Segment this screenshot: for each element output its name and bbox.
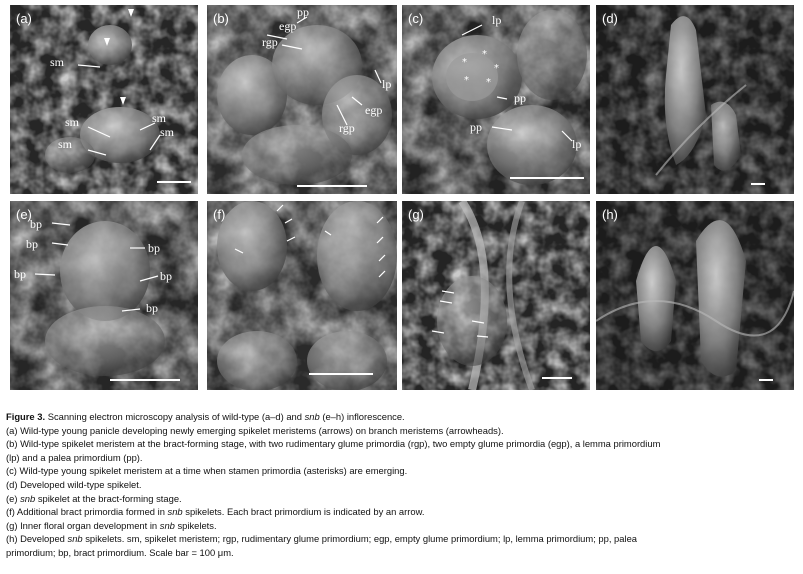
scale-bar xyxy=(542,377,572,379)
caption-f xyxy=(6,505,798,519)
annotation-bp: bp xyxy=(160,269,172,283)
sem-image-b xyxy=(207,5,397,194)
scale-bar xyxy=(297,185,367,187)
annotation-lp: lp xyxy=(492,13,502,27)
annotation-egp: egp xyxy=(365,103,383,117)
panel-d-label: (d) xyxy=(602,11,618,26)
sem-image-d xyxy=(596,5,794,194)
panel-h xyxy=(596,201,794,390)
caption-h-em: snb xyxy=(67,533,83,545)
panel-b xyxy=(207,5,397,194)
sem-image-h xyxy=(596,201,794,390)
annotation-lp: lp xyxy=(572,137,582,151)
svg-text:*: * xyxy=(482,49,487,60)
panel-b-label: (b) xyxy=(213,11,229,26)
scale-bar xyxy=(309,373,373,375)
caption-e-text: spikelet at the bract-forming stage. xyxy=(37,492,182,504)
annotation-bp: bp xyxy=(30,217,42,231)
sem-image-f xyxy=(207,201,397,390)
panel-f-label: (f) xyxy=(213,207,226,222)
figure-caption xyxy=(6,410,798,560)
caption-h-text: spikelets. sm, spikelet meristem; rgp, rudimentary glume primordium; egp, empty glume primordium; lp, lemma primordium; pp, palea xyxy=(85,533,637,545)
annotation-bp: bp xyxy=(148,241,160,255)
caption-f-text: spikelets. Each bract primordium is indicated by an arrow. xyxy=(185,506,425,518)
svg-text:*: * xyxy=(464,75,469,86)
svg-text:*: * xyxy=(494,63,499,74)
annotation-egp: egp xyxy=(279,19,297,33)
panel-h-label: (h) xyxy=(602,207,618,222)
caption-a: (a) Wild-type young panicle developing newly emerging spikelet meristems (arrows) on branch meristems (arrowheads). xyxy=(6,424,504,436)
annotation-bp: bp xyxy=(14,267,26,281)
annotation-lp: lp xyxy=(382,77,392,91)
scale-bar xyxy=(510,177,584,179)
annotation-sm: sm xyxy=(50,55,65,69)
caption-title-text: (e–h) inflorescence. xyxy=(322,411,405,422)
sem-image-c xyxy=(402,5,590,194)
panel-a xyxy=(10,5,198,194)
annotation-bp: bp xyxy=(146,301,158,315)
annotation-rgp: rgp xyxy=(262,35,278,49)
annotation-sm: sm xyxy=(65,115,80,129)
annotation-bp: bp xyxy=(26,237,38,251)
scale-bar xyxy=(110,379,180,381)
annotation-pp: pp xyxy=(470,120,482,134)
caption-h-text: (h) Developed xyxy=(6,533,65,545)
caption-f-text: (f) Additional bract primordia formed in xyxy=(6,506,165,518)
annotation-sm: sm xyxy=(152,111,167,125)
caption-g xyxy=(6,519,798,533)
sem-image-a xyxy=(10,5,198,194)
svg-text:*: * xyxy=(486,77,491,88)
caption-title-em: snb xyxy=(304,411,320,422)
panel-e xyxy=(10,201,198,390)
sem-image-g xyxy=(402,201,590,390)
scale-bar xyxy=(759,379,773,381)
svg-text:*: * xyxy=(462,57,467,68)
caption-b2: (lp) and a palea primordium (pp). xyxy=(6,451,143,463)
annotation-rgp: rgp xyxy=(339,121,355,135)
caption-h xyxy=(6,532,798,546)
caption-e xyxy=(6,492,798,506)
panel-a-label: (a) xyxy=(16,11,32,26)
scale-bar xyxy=(157,181,191,183)
caption-title xyxy=(6,410,798,424)
annotation-sm: sm xyxy=(160,125,175,139)
caption-f-em: snb xyxy=(167,506,183,518)
caption-d: (d) Developed wild-type spikelet. xyxy=(6,478,142,490)
annotation-pp: pp xyxy=(514,91,526,105)
caption-e-em: snb xyxy=(20,492,36,504)
panel-d xyxy=(596,5,794,194)
caption-figure-label: Figure 3. xyxy=(6,411,46,422)
caption-g-em: snb xyxy=(159,519,175,531)
caption-h-end: primordium; bp, bract primordium. Scale bar = 100 μm. xyxy=(6,546,234,558)
scale-bar xyxy=(751,183,765,185)
caption-b1: (b) Wild-type spikelet meristem at the bract-forming stage, with two rudimentary glume primordia (rgp), two empty glume primordia (egp), a lemma primordium xyxy=(6,438,661,450)
panel-c-label: (c) xyxy=(408,11,424,26)
panel-c xyxy=(402,5,590,194)
panel-e-label: (e) xyxy=(16,207,32,222)
annotation-pp: pp xyxy=(297,5,309,19)
panel-g-label: (g) xyxy=(408,207,424,222)
panel-f xyxy=(207,201,397,390)
caption-e-prefix: (e) xyxy=(6,492,18,504)
caption-c: (c) Wild-type young spikelet meristem at a time when stamen primordia (asterisks) are emerging. xyxy=(6,465,408,477)
caption-g-text: (g) Inner floral organ development in xyxy=(6,519,158,531)
caption-title-text: Scanning electron microscopy analysis of wild-type (a–d) and xyxy=(47,411,302,422)
annotation-sm: sm xyxy=(58,137,73,151)
caption-g-text: spikelets. xyxy=(177,519,217,531)
panel-g xyxy=(402,201,590,390)
